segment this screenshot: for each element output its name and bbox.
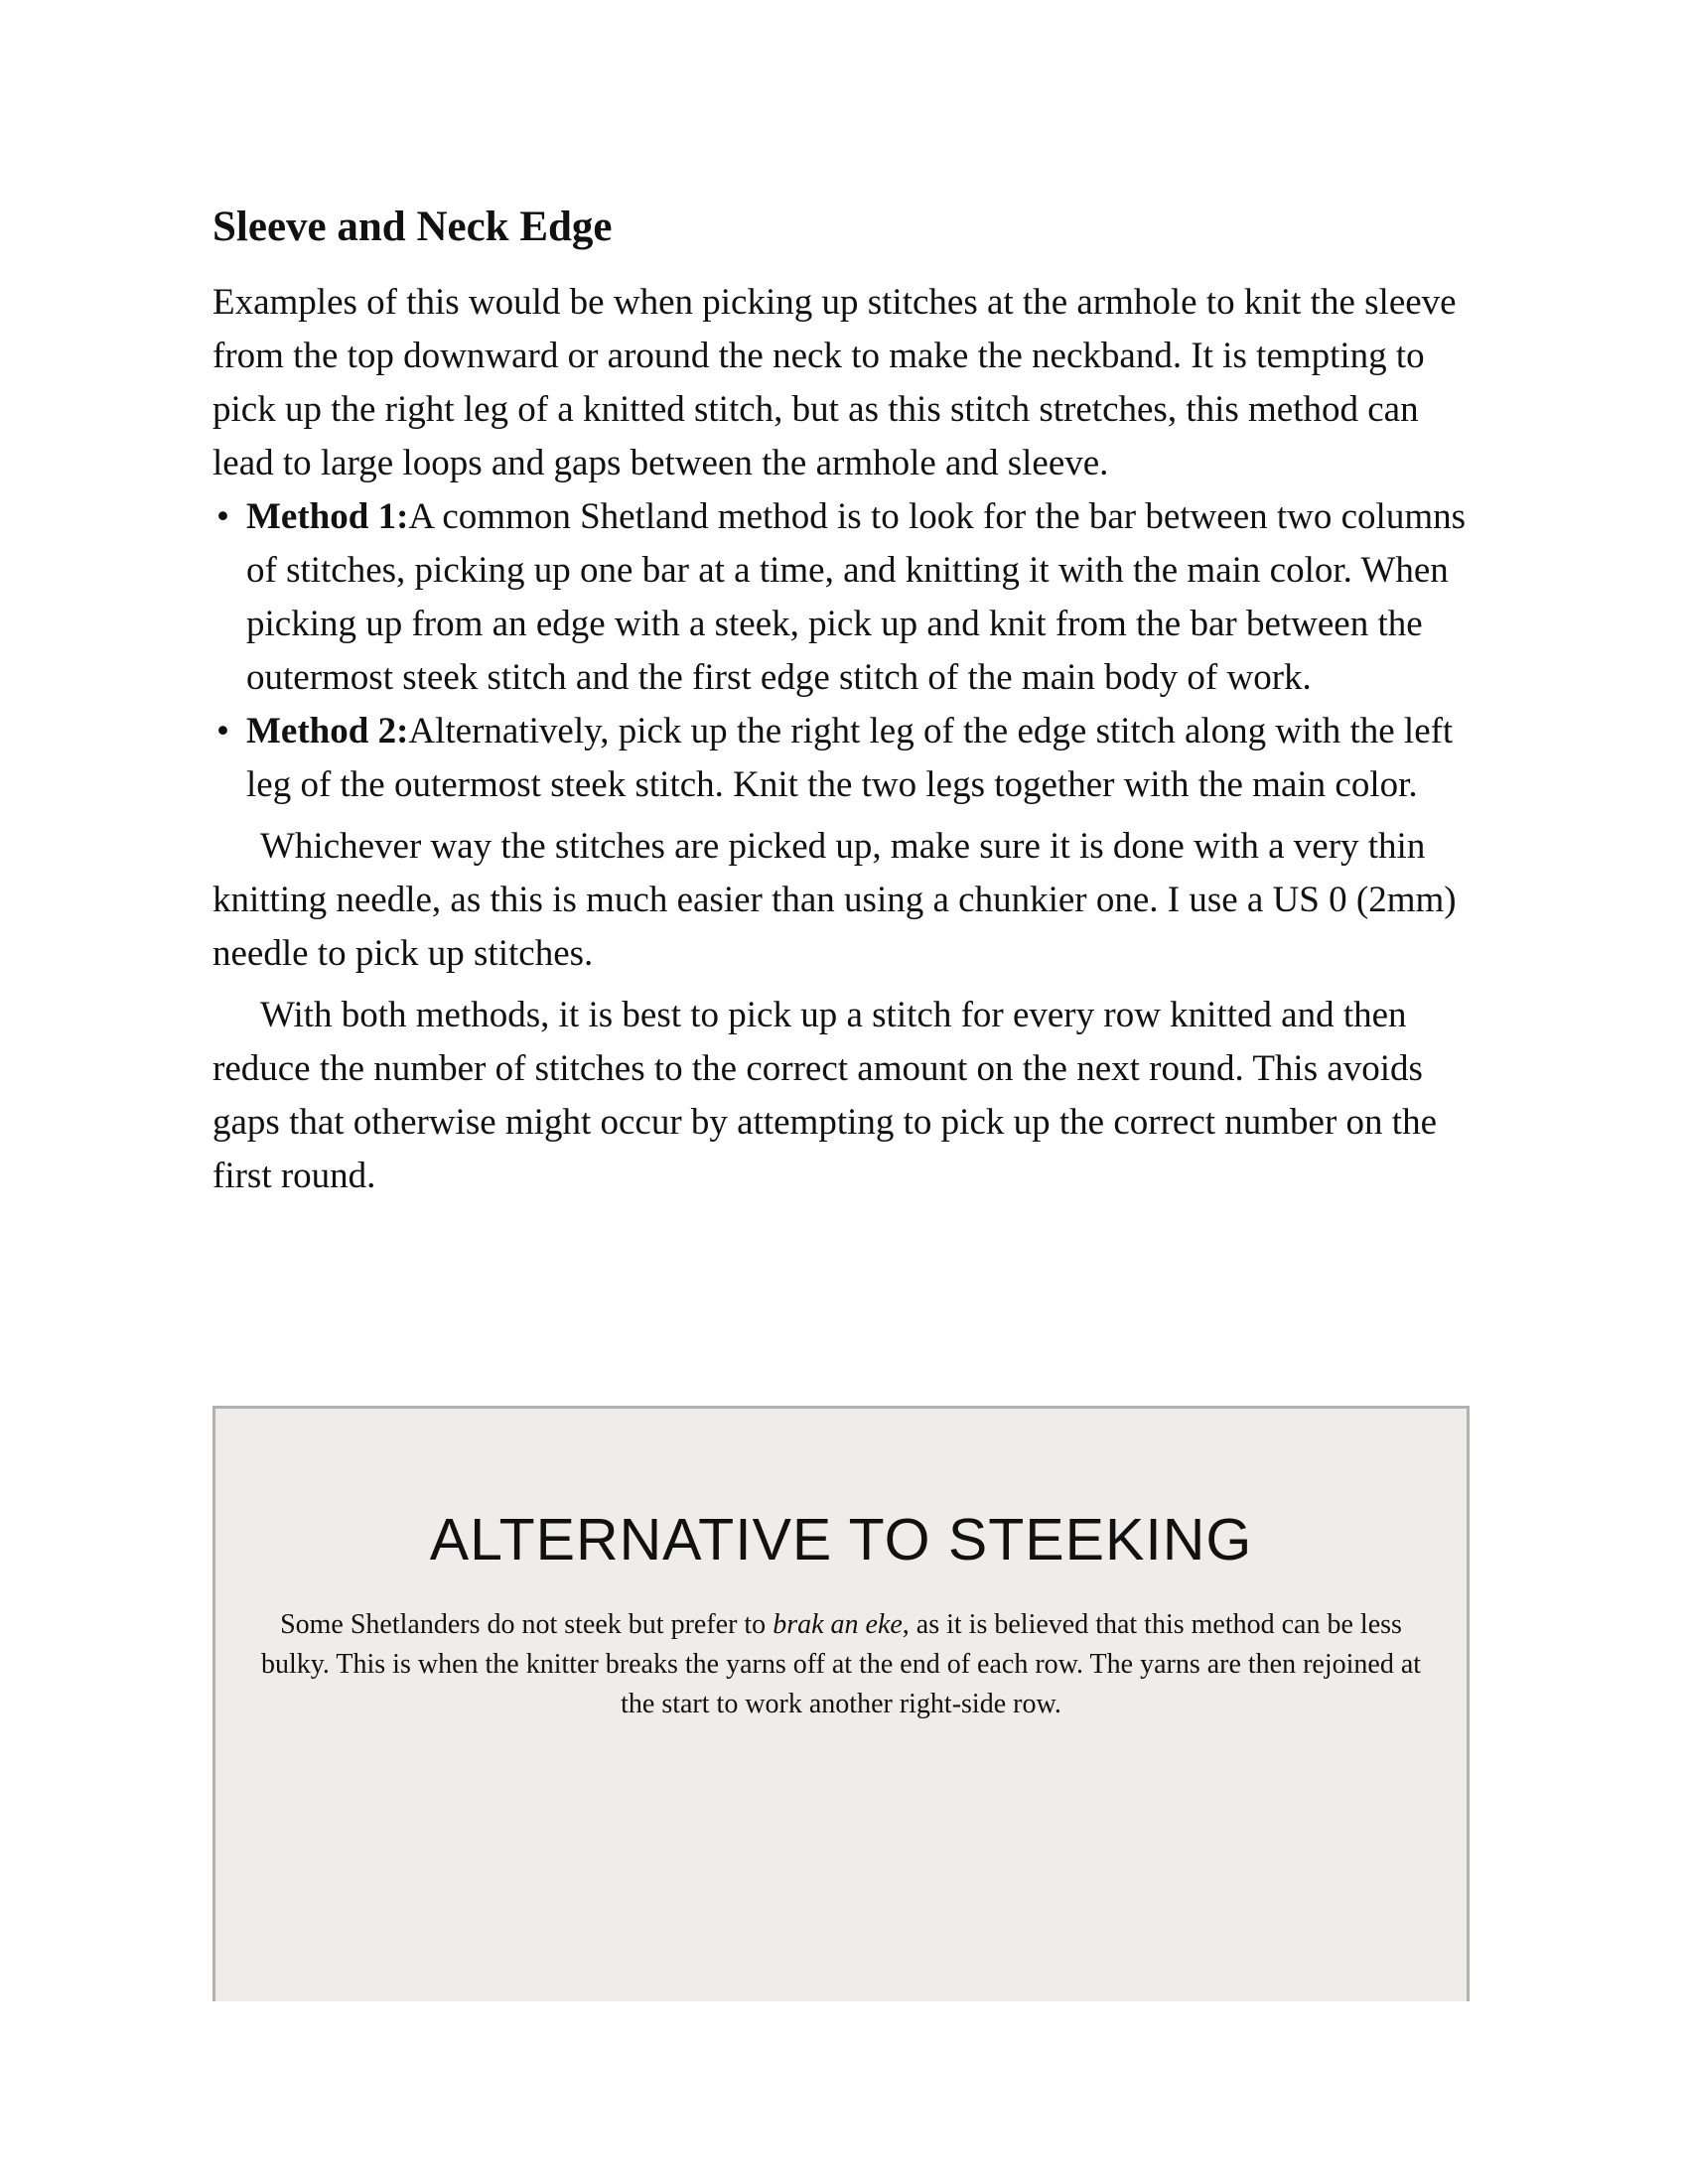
intro-paragraph: Examples of this would be when picking up stitches at the armhole to knit the sleeve from the top downward or around the neck to make the neckband. It is tempting to pick up the right leg of a knitted stitch, but as this stitch stretches, this method can lead to large loops and gaps between the armhole and sleeve. bbox=[212, 282, 1457, 483]
sidebar-text bbox=[255, 1605, 1427, 1724]
section-title: Sleeve and Neck Edge bbox=[212, 204, 613, 250]
sidebar-title: ALTERNATIVE TO STEEKING bbox=[429, 1507, 1253, 1572]
methods-list bbox=[212, 490, 1474, 812]
sidebar-text-start: Some Shetlanders do not steek but prefer to bbox=[280, 1609, 774, 1640]
sidebar-box bbox=[212, 1406, 1470, 2001]
bullet-icon: • bbox=[216, 711, 229, 751]
method-text: A common Shetland method is to look for the bar between two columns of stitches, picking up one bar at a time, and knitting it with the main color. When picking up from an edge with a steek, pick up and knit from the bar between the outermost steek stitch and the first edge stitch of the main body of work. bbox=[246, 496, 1467, 698]
method-text: Alternatively, pick up the right leg of the edge stitch along with the left leg of the outermost steek stitch. Knit the two legs together with the main color. bbox=[246, 711, 1454, 805]
method-label: Method 1: bbox=[246, 496, 409, 537]
sidebar-text-italic: brak an eke bbox=[773, 1609, 903, 1640]
method-item-1 bbox=[212, 490, 1474, 705]
needle-paragraph: Whichever way the stitches are picked up, make sure it is done with a very thin knitting needle, as this is much easier than using a chunkier one. I use a US 0 (2mm) needle to pick up stitches. bbox=[212, 826, 1457, 974]
bullet-icon: • bbox=[216, 496, 229, 537]
main-content bbox=[212, 199, 1474, 1203]
both-methods-paragraph: With both methods, it is best to pick up a stitch for every row knitted and then reduce the number of stitches to the correct amount on the next round. This avoids gaps that otherwise might occur by attempting to pick up the correct number on the first round. bbox=[212, 995, 1437, 1196]
method-label: Method 2: bbox=[246, 711, 409, 751]
method-item-2 bbox=[212, 705, 1474, 812]
sidebar-text-end: , as it is believed that this method can be less bulky. This is when the knitter breaks the yarns off at the end of each row. The yarns are then rejoined at the start to work another right-side row. bbox=[260, 1609, 1422, 1719]
